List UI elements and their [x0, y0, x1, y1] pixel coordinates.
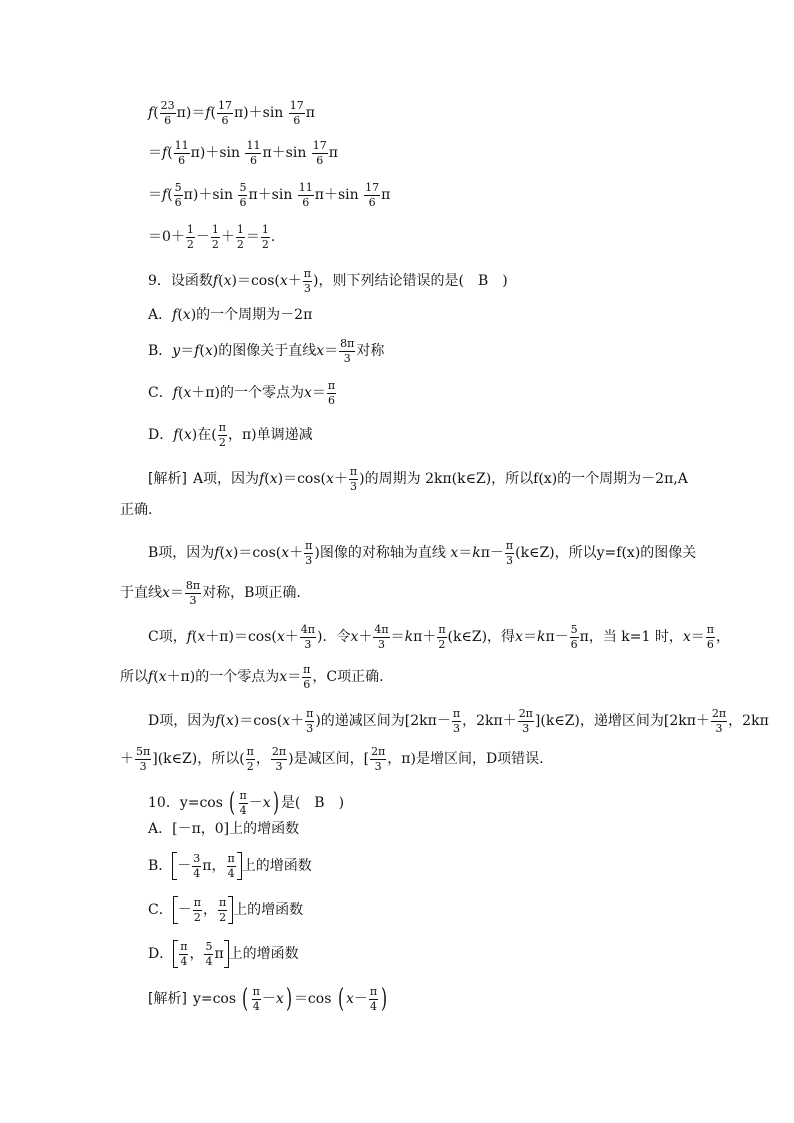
- q8-line-4: ＝0＋ $\frac{1}{2}$ － $\frac{1}{2}$ ＋ $\frac{1}{2}$ ＝ $\frac{1}{2}$ .: [148, 223, 276, 251]
- q9-explain-a: [解析] A项，因为f(x)＝cos(x＋ $\frac{\pi}{3}$ )的周期为 2kπ(k∈Z)，所以f(x)的一个周期为－2π,A: [148, 465, 688, 493]
- q9-option-c: C．f(x＋π)的一个零点为x＝ $\frac{\pi}{6}$: [148, 379, 336, 407]
- q9-explain-b: B项，因为f(x)＝cos(x＋ $\frac{\pi}{3}$ )图像的对称轴为直线 x＝kπ－ $\frac{\pi}{3}$ (k∈Z)，所以y=f(x)的图像关: [148, 539, 697, 567]
- q9-explain-b-cont: 于直线x＝ $\frac{8\pi}{3}$ 对称，B项正确.: [120, 579, 301, 607]
- q8-line-1: f( $\frac{23}{6}$ π)＝f( $\frac{17}{6}$ π)＋sin $\frac{17}{6}$ π: [148, 99, 315, 127]
- q9-explain-d: D项，因为f(x)＝cos(x＋ $\frac{\pi}{3}$ )的递减区间为[2kπ－ $\frac{\pi}{3}$ ，2kπ＋ $\frac{2\pi}{3}$ ](k∈Z)，递增区间为[2kπ＋ $\frac{2\pi}{3}$ ，2kπ: [148, 707, 769, 735]
- q10-option-b: B． － $\frac{3}{4}$ π， $\frac{\pi}{4}$ 上的增函数: [148, 851, 312, 880]
- q8-line-3: ＝f( $\frac{5}{6}$ π)＋sin $\frac{5}{6}$ π＋sin $\frac{11}{6}$ π＋sin $\frac{17}{6}$ π: [148, 181, 391, 209]
- q9-explain-c-cont: 所以f(x＋π)的一个零点为x＝ $\frac{\pi}{6}$ ，C项正确.: [120, 663, 384, 691]
- q9-explain-d-cont: ＋ $\frac{5\pi}{3}$ ](k∈Z)，所以( $\frac{\pi}{2}$ ， $\frac{2\pi}{3}$ )是减区间，[ $\frac{2\pi}{3}$ ，π)是增区间，D项错误.: [120, 745, 544, 773]
- q10-explain: [解析] y=cos ( $\frac{\pi}{4}$ －x) ＝cos ( x－ $\frac{\pi}{4}$ ): [148, 984, 388, 1015]
- q10-stem: 10．y=cos ( $\frac{\pi}{4}$ －x) 是( B ): [148, 788, 345, 819]
- q9-explain-a-end: 正确.: [120, 502, 153, 518]
- q9-option-a: A．f(x)的一个周期为－2π: [148, 307, 313, 323]
- q9-option-d: D．f(x)在( $\frac{\pi}{2}$ ，π)单调递减: [148, 421, 313, 449]
- q9-stem: 9．设函数f(x)＝cos(x＋ $\frac{\pi}{3}$ )，则下列结论错误的是( B ): [148, 267, 508, 295]
- q10-option-c: C． － $\frac{\pi}{2}$ ， $\frac{\pi}{2}$ 上的增函数: [148, 895, 304, 924]
- q9-option-b: B．y＝f(x)的图像关于直线x＝ $\frac{8\pi}{3}$ 对称: [148, 337, 385, 365]
- q8-line-2: ＝f( $\frac{11}{6}$ π)＋sin $\frac{11}{6}$ π＋sin $\frac{17}{6}$ π: [148, 139, 338, 167]
- q10-option-a: A．[－π，0]上的增函数: [148, 821, 300, 837]
- q10-option-d: D． $\frac{\pi}{4}$ ， $\frac{5}{4}$ π 上的增函数: [148, 939, 299, 968]
- q9-explain-c: C项，f(x＋π)＝cos(x＋ $\frac{4\pi}{3}$ )．令x＋ $\frac{4\pi}{3}$ ＝kπ＋ $\frac{\pi}{2}$ (k∈Z)，得x＝kπ－ $\frac{5}{6}$ π，当 k=1 时，x＝ $\frac{\pi}{6}$ ，: [148, 623, 731, 651]
